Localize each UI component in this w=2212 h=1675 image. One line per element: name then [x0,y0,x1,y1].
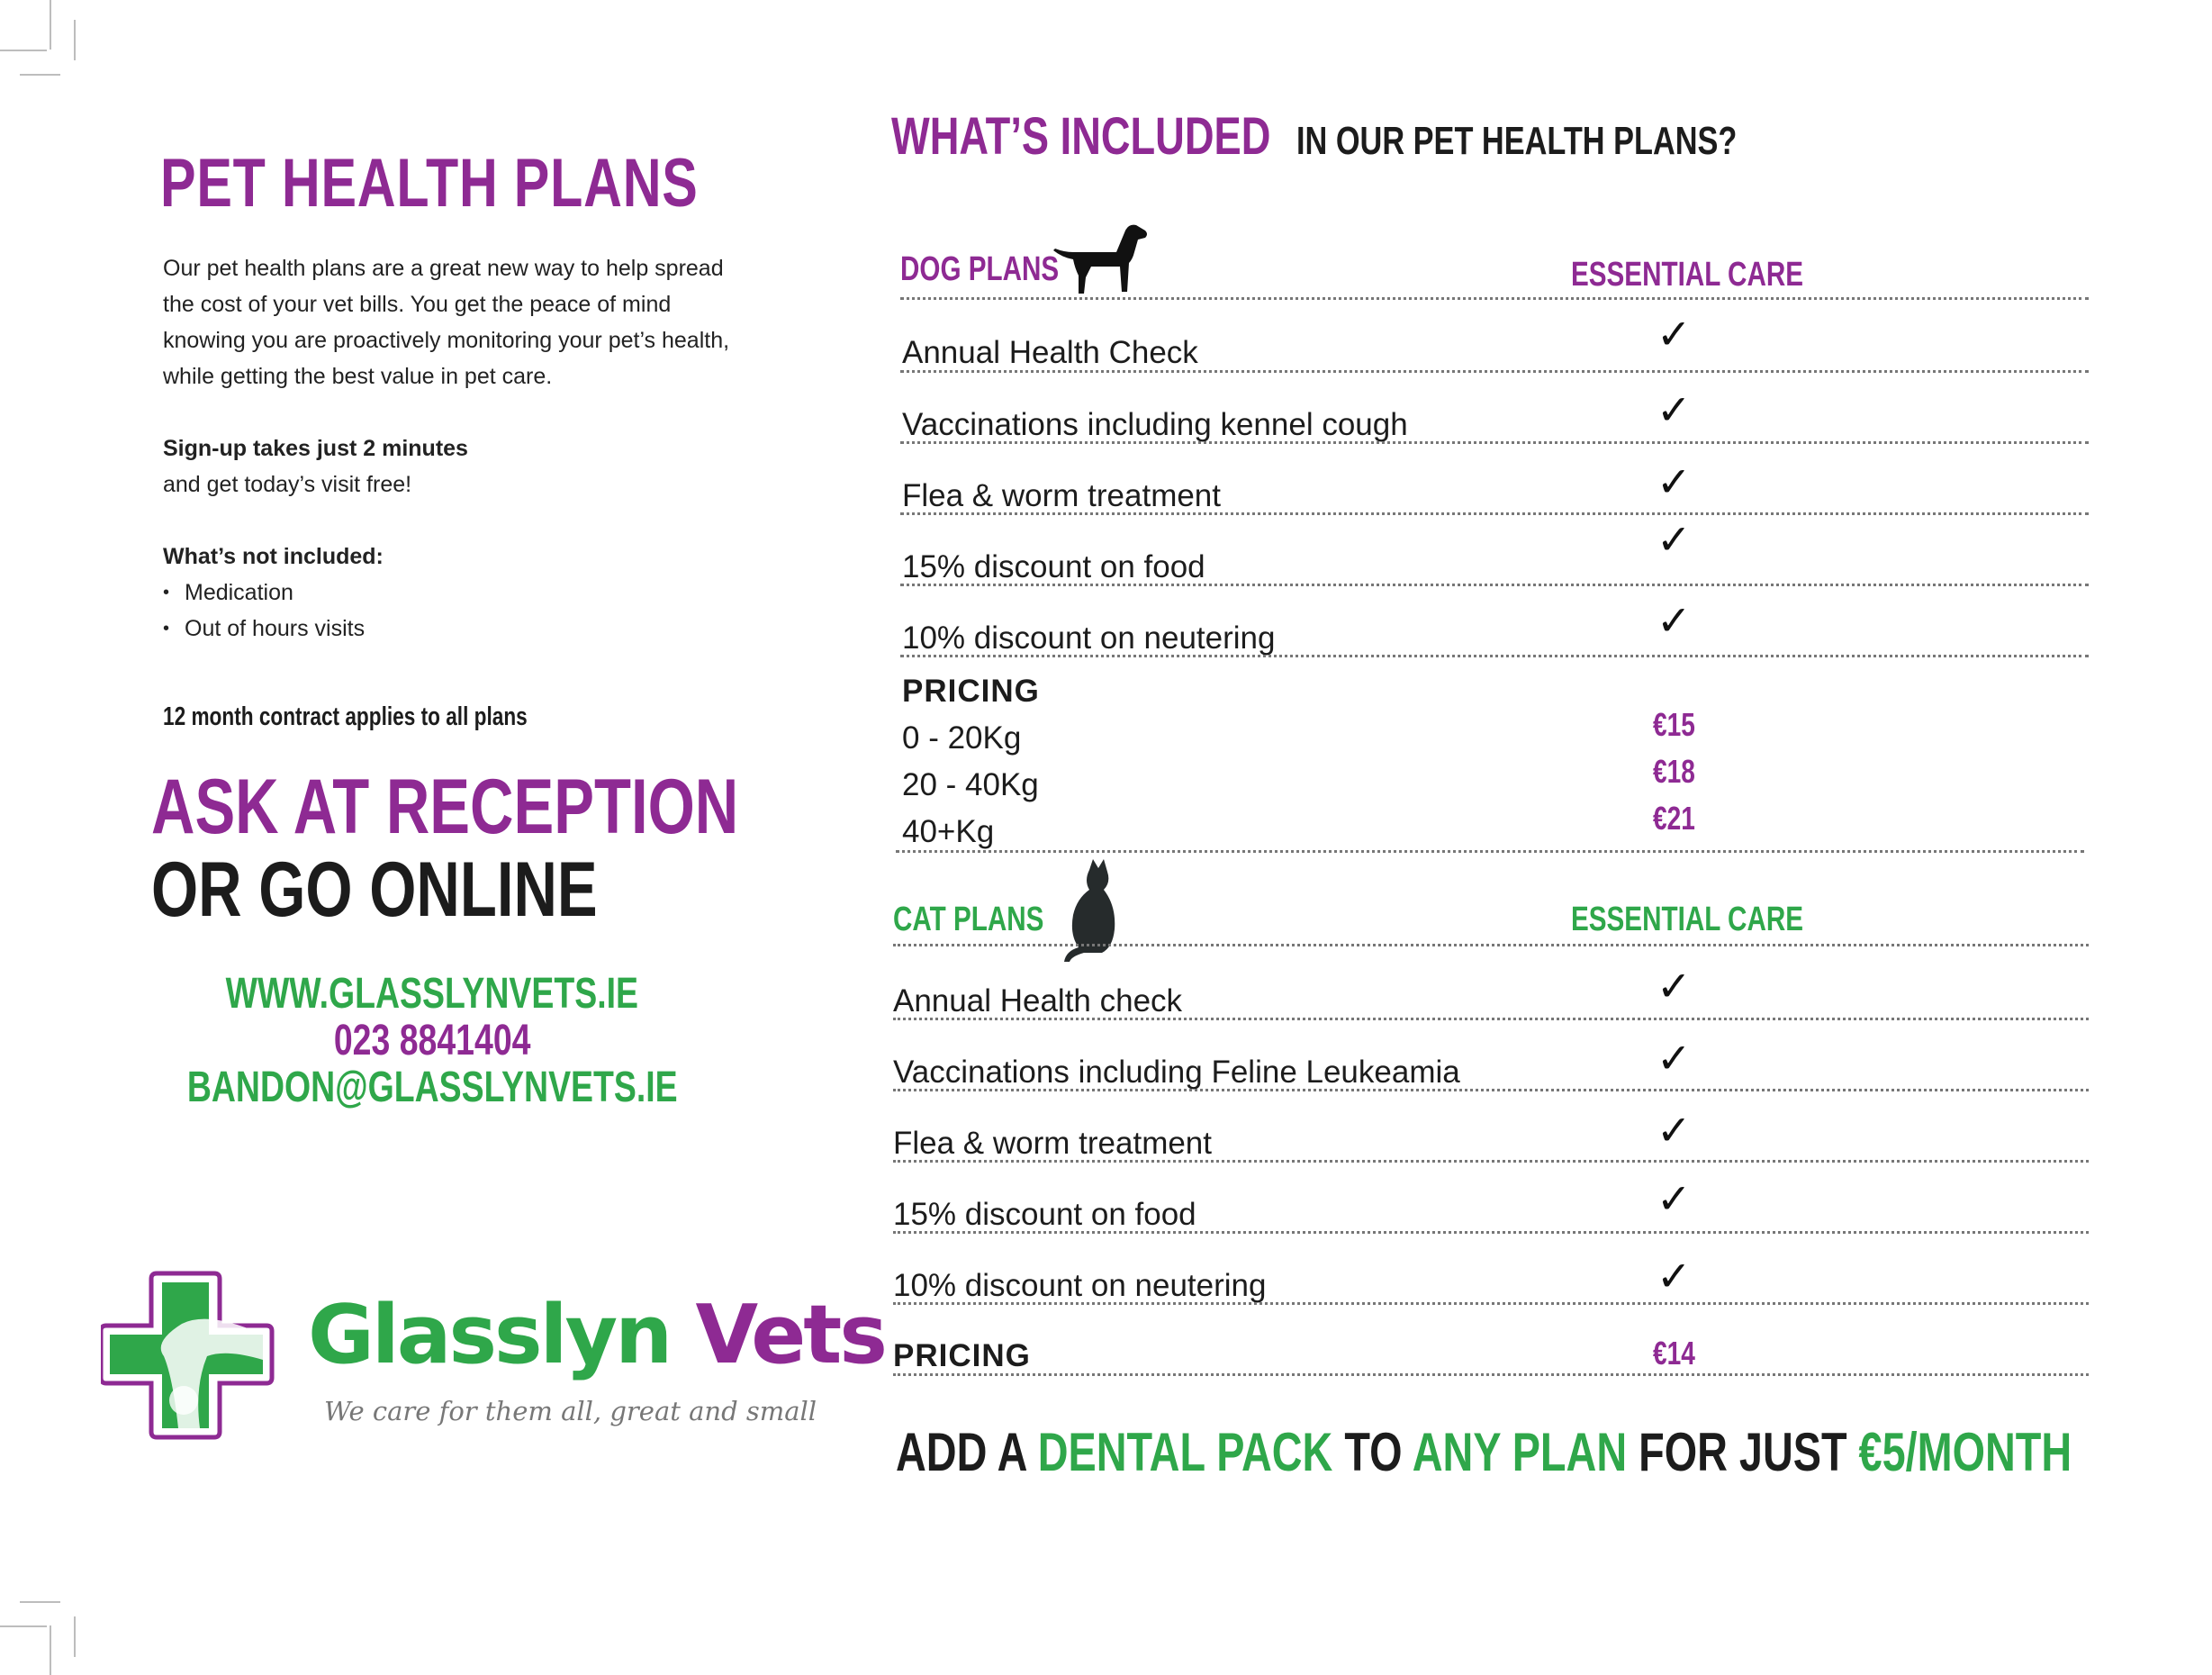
check-icon: ✓ [1657,962,1692,1010]
list-item: • Out of hours visits [163,611,384,647]
dog-icon [1052,222,1151,295]
dog-item-neutering-discount: 10% discount on neutering [902,620,1276,656]
website-link[interactable]: WWW.GLASSLYNVETS.IE [225,970,639,1018]
cat-item-health-check: Annual Health check [893,983,1183,1019]
cat-item-food-discount: 15% discount on food [893,1197,1196,1232]
signup-note [163,430,468,502]
check-icon: ✓ [1657,1106,1692,1154]
divider [900,297,2089,300]
check-icon: ✓ [1657,1034,1692,1082]
ask-line-1: ASK AT RECEPTION [151,764,739,850]
whats-included-title: WHAT’S INCLUDED IN OUR PET HEALTH PLANS? [891,107,1738,166]
signup-bold: Sign-up takes just 2 minutes [163,436,468,461]
not-included [163,539,384,647]
divider [893,1373,2089,1376]
divider [893,944,2089,946]
contract-note: 12 month contract applies to all plans [163,702,528,731]
check-icon: ✓ [1657,1252,1692,1300]
crop-mark [74,20,76,60]
check-icon: ✓ [1657,1174,1692,1223]
intro-paragraph: Our pet health plans are a great new way to help spread the cost of your vet bills. You get the peace of mind knowing you are proactively monitoring your pet’s health, while getting the best value in pet care. [163,256,730,389]
dog-item-food-discount: 15% discount on food [902,549,1205,584]
dog-item-flea-worm: Flea & worm treatment [902,478,1221,513]
cat-essential-care-heading: ESSENTIAL CARE [1571,901,1804,938]
dental-pack-offer: ADD A DENTAL PACK TO ANY PLAN FOR JUST €5/MONTH [896,1422,2072,1482]
dog-weight-band: 0 - 20Kg [902,720,1022,756]
divider [893,1231,2089,1234]
not-included-list [163,575,384,647]
dog-plans-heading: DOG PLANS [900,250,1060,288]
dog-item-vaccinations: Vaccinations including kennel cough [902,407,1408,442]
check-icon: ✓ [1657,457,1692,506]
divider [893,1089,2089,1091]
divider [893,1160,2089,1163]
divider [900,441,2089,444]
not-included-heading: What’s not included: [163,544,384,569]
divider [896,850,2084,853]
dog-weight-band: 20 - 40Kg [902,767,1039,802]
ask-line-2: OR GO ONLINE [151,847,598,933]
dog-pricing-label: PRICING [902,674,1040,709]
cat-plans-heading: CAT PLANS [893,901,1044,938]
crop-mark [20,74,60,76]
page-title: PET HEALTH PLANS [160,145,699,222]
divider [893,1302,2089,1305]
contact-block [108,971,756,1111]
email-link[interactable]: BANDON@GLASSLYNVETS.IE [186,1064,678,1111]
divider [900,584,2089,586]
glasslyn-vets-logo [101,1261,885,1459]
crop-mark [20,1601,60,1603]
dog-price: €21 [1653,800,1695,837]
cat-price: €14 [1653,1335,1695,1372]
crop-mark [0,1625,47,1627]
cat-item-vaccinations: Vaccinations including Feline Leukeamia [893,1055,1460,1090]
check-icon: ✓ [1657,310,1692,358]
crop-mark [50,0,51,50]
crop-mark [74,1616,76,1657]
dog-item-health-check: Annual Health Check [902,335,1198,370]
check-icon: ✓ [1657,385,1692,434]
ask-at-reception [151,765,904,931]
logo-tagline: We care for them all, great and small [324,1396,817,1426]
phone-number[interactable]: 023 8841404 [333,1017,531,1064]
crop-mark [50,1625,51,1675]
cat-item-flea-worm: Flea & worm treatment [893,1126,1212,1161]
signup-rest: and get today’s visit free! [163,472,412,497]
dog-weight-band: 40+Kg [902,814,995,849]
divider [893,1018,2089,1020]
dog-essential-care-heading: ESSENTIAL CARE [1571,256,1804,294]
logo-wordmark: Glasslyn Vets [308,1288,885,1382]
cat-item-neutering-discount: 10% discount on neutering [893,1268,1267,1303]
check-icon: ✓ [1657,515,1692,564]
dog-price: €18 [1653,753,1695,790]
check-icon: ✓ [1657,596,1692,645]
list-item: • Medication [163,575,384,611]
divider [900,370,2089,373]
cross-pet-icon [101,1270,290,1450]
cat-pricing-label: PRICING [893,1338,1031,1373]
divider [900,655,2089,657]
dog-price: €15 [1653,706,1695,743]
divider [900,512,2089,515]
crop-mark [0,50,47,51]
